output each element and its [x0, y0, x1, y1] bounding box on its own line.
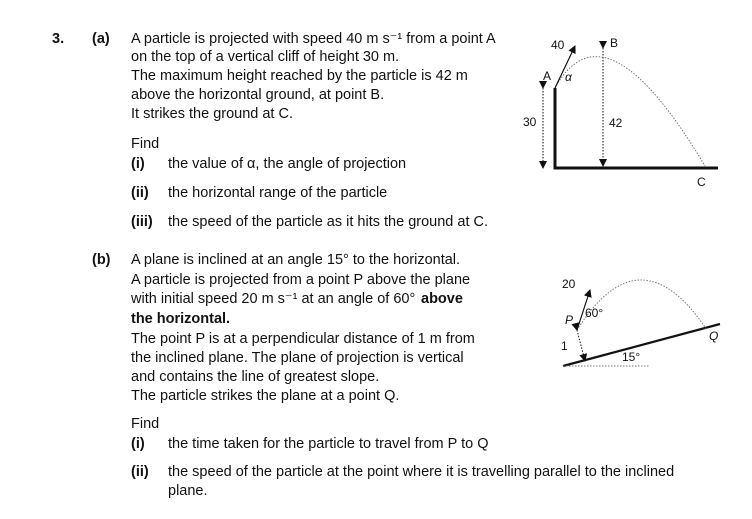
part-b-line-7: and contains the line of greatest slope.: [131, 369, 380, 385]
speed-label-b: 20: [562, 277, 576, 291]
part-b-line-4: the horizontal.: [131, 311, 231, 327]
part-a-item-ii-text: the horizontal range of the particle: [168, 185, 388, 201]
point-b-label: B: [610, 36, 619, 50]
diagram-b: [561, 277, 720, 366]
part-b-item-ii-text-2: plane.: [168, 483, 208, 499]
part-a-item-ii-label: (ii): [131, 185, 149, 201]
cliff-outline: [555, 88, 718, 168]
part-a-line-5: It strikes the ground at C.: [131, 106, 293, 122]
question-number: 3.: [52, 31, 65, 47]
max-height-label: 42: [609, 116, 623, 130]
part-b-line-5: The point P is at a perpendicular distance of 1 m from: [131, 331, 475, 347]
part-a-line-3: The maximum height reached by the particle is 42 m: [131, 68, 468, 84]
part-a-find: Find: [131, 136, 160, 152]
part-a-item-i-text: the value of α, the angle of projection: [168, 156, 407, 172]
part-b-line-8: The particle strikes the plane at a point Q.: [131, 388, 400, 404]
perpendicular-arrow: [577, 330, 585, 361]
part-b-item-i-text: the time taken for the particle to travel from P to Q: [168, 436, 489, 452]
part-b-item-ii-text: the speed of the particle at the point where it is travelling parallel to the inclined: [168, 464, 675, 480]
part-a-item-i-label: (i): [131, 156, 145, 172]
part-b-line-3: with initial speed 20 m s⁻¹ at an angle of 60°: [131, 291, 416, 307]
point-a-label: A: [543, 69, 552, 83]
part-a-line-1: A particle is projected with speed 40 m s⁻¹ from a point A: [131, 31, 496, 47]
trajectory-b: [577, 280, 707, 330]
angle-alpha-label: α: [565, 70, 572, 84]
part-b-line-1: A plane is inclined at an angle 15° to the horizontal.: [131, 252, 461, 268]
angle-60-label: 60°: [585, 306, 604, 320]
part-b-line-2: A particle is projected from a point P above the plane: [131, 272, 471, 288]
point-c-label: C: [697, 175, 706, 189]
part-b-find: Find: [131, 416, 160, 432]
trajectory-a: [555, 57, 705, 166]
part-a-line-2: on the top of a vertical cliff of height 30 m.: [131, 49, 400, 65]
part-a-item-iii-label: (iii): [131, 214, 153, 230]
part-a-line-4: above the horizontal ground, at point B.: [131, 87, 385, 103]
incline-angle-label: 15°: [622, 350, 641, 364]
diagram-a: [523, 36, 718, 189]
speed-label-a: 40: [551, 38, 565, 52]
part-a-label: (a): [92, 31, 110, 47]
part-b-line-6: the inclined plane. The plane of projection is vertical: [131, 350, 464, 366]
part-b-line-3-bold: above: [421, 291, 463, 307]
distance-label: 1: [561, 339, 568, 353]
point-q-label: Q: [709, 329, 719, 343]
inclined-plane: [563, 324, 720, 366]
part-b-item-i-label: (i): [131, 436, 145, 452]
part-a-item-iii-text: the speed of the particle as it hits the ground at C.: [168, 214, 488, 230]
cliff-height-label: 30: [523, 115, 537, 129]
part-b-item-ii-label: (ii): [131, 464, 149, 480]
part-b-label: (b): [92, 252, 111, 268]
point-p-label: P: [565, 313, 574, 327]
